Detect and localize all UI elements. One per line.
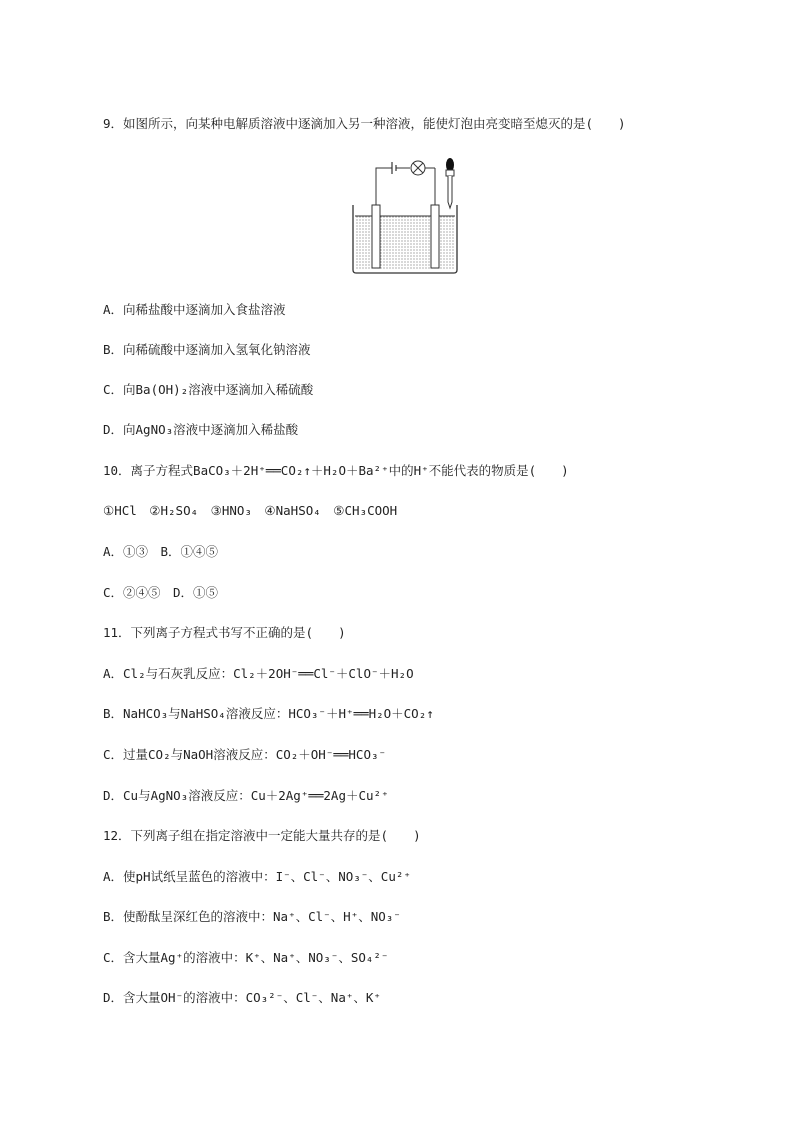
question-12-option-d: D．含大量OH⁻的溶液中：CO₃²⁻、Cl⁻、Na⁺、K⁺: [103, 990, 381, 1005]
lamp-icon: [411, 161, 425, 175]
question-9-stem: 9．如图所示，向某种电解质溶液中逐滴加入另一种溶液，能使灯泡由亮变暗至熄灭的是( ): [103, 116, 626, 131]
question-9-option-a: A．向稀盐酸中逐滴加入食盐溶液: [103, 302, 286, 317]
question-11-option-b: B．NaHCO₃与NaHSO₄溶液反应：HCO₃⁻＋H⁺══H₂O＋CO₂↑: [103, 706, 434, 721]
question-10-options-ab: A．①③ B．①④⑤: [103, 544, 219, 559]
question-11-option-d: D．Cu与AgNO₃溶液反应：Cu＋2Ag⁺══2Ag＋Cu²⁺: [103, 788, 389, 803]
question-9-option-b: B．向稀硫酸中逐滴加入氢氧化钠溶液: [103, 342, 311, 357]
circuit-wires: [376, 168, 435, 205]
question-11-stem: 11．下列离子方程式书写不正确的是( ): [103, 625, 346, 640]
question-11-option-a: A．Cl₂与石灰乳反应：Cl₂＋2OH⁻══Cl⁻＋ClO⁻＋H₂O: [103, 666, 414, 681]
question-10-options-cd: C．②④⑤ D．①⑤: [103, 585, 219, 600]
question-10-items: ①HCl ②H₂SO₄ ③HNO₃ ④NaHSO₄ ⑤CH₃COOH: [103, 503, 398, 518]
dropper-icon: [446, 158, 454, 208]
question-12-option-b: B．使酚酞呈深红色的溶液中：Na⁺、Cl⁻、H⁺、NO₃⁻: [103, 909, 401, 924]
beaker-icon: [353, 205, 457, 273]
battery-icon: [392, 162, 410, 174]
question-10-stem: 10．离子方程式BaCO₃＋2H⁺══CO₂↑＋H₂O＋Ba²⁺中的H⁺不能代表的物质是( ): [103, 463, 569, 478]
question-9-option-d: D．向AgNO₃溶液中逐滴加入稀盐酸: [103, 422, 299, 437]
question-12-option-a: A．使pH试纸呈蓝色的溶液中：I⁻、Cl⁻、NO₃⁻、Cu²⁺: [103, 869, 411, 884]
question-12-stem: 12．下列离子组在指定溶液中一定能大量共存的是( ): [103, 828, 421, 843]
question-9-option-c: C．向Ba(OH)₂溶液中逐滴加入稀硫酸: [103, 382, 314, 397]
conductivity-apparatus-figure: [350, 150, 460, 275]
question-12-option-c: C．含大量Ag⁺的溶液中：K⁺、Na⁺、NO₃⁻、SO₄²⁻: [103, 950, 389, 965]
question-11-option-c: C．过量CO₂与NaOH溶液反应：CO₂＋OH⁻══HCO₃⁻: [103, 747, 387, 762]
